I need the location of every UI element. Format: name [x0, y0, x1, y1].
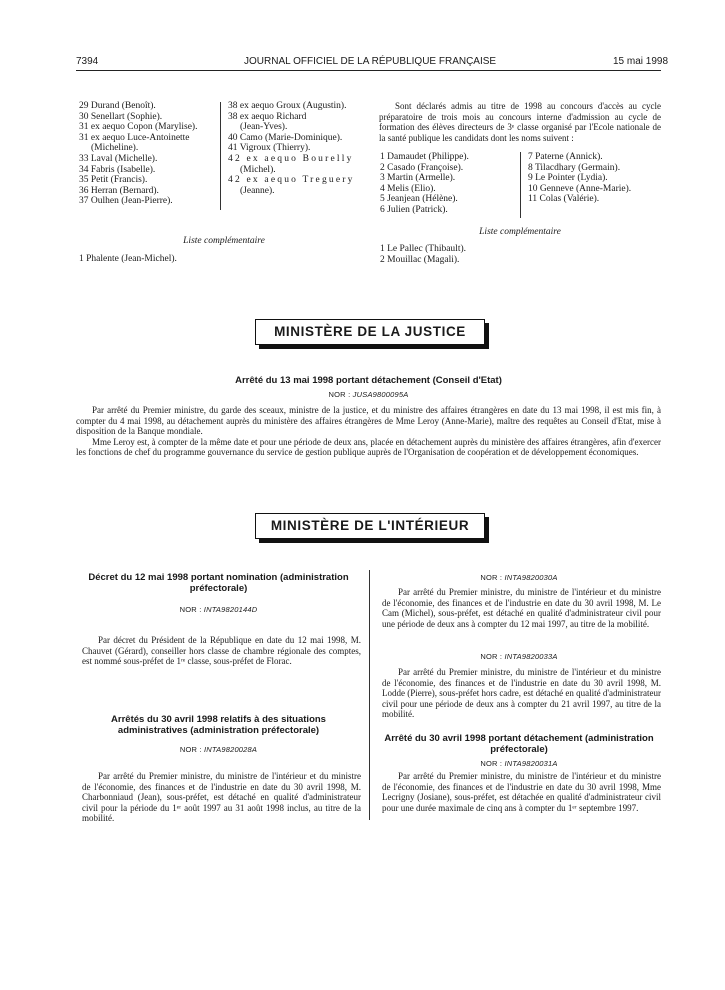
list-item: 35 Petit (Francis). [79, 175, 148, 186]
column-rule [520, 152, 521, 218]
right1-body [382, 587, 661, 629]
nor-label: NOR : [179, 745, 202, 754]
list-item: 7 Paterne (Annick). [528, 152, 603, 162]
nor-label: NOR : [179, 605, 202, 614]
concours-intro [379, 101, 661, 143]
right1-nor [377, 573, 661, 582]
list-item: 30 Senellart (Sophie). [79, 111, 163, 122]
nor-label: NOR : [480, 652, 503, 661]
list-item: (Jean-Yves). [240, 122, 288, 133]
ministry-heading-interieur: MINISTÈRE DE L'INTÉRIEUR [255, 513, 485, 539]
list-item: 4 Melis (Elio). [380, 183, 436, 194]
list-item: 38 ex aequo Groux (Augustin). [228, 101, 347, 111]
list-d [528, 152, 661, 205]
paragraph: Par arrêté du Premier ministre, du garde des sceaux, ministre de la justice, et du ministre des affaires étrangères en date du 13 mai 1998, il est mis fin, à compter du 4 mai 1998, au détachement auprès du ministère des affaires étrangères de Mme Leroy (Anne-Marie), maître des requêtes au Conseil d'Etat, mise à disposition de la Banque mondiale. [76, 405, 661, 437]
right-complementaire-list [380, 244, 466, 265]
justice-body [76, 405, 661, 458]
list-item: 29 Durand (Benoît). [79, 101, 156, 111]
journal-title: JOURNAL OFFICIEL DE LA RÉPUBLIQUE FRANÇAISE [244, 56, 497, 67]
paragraph: Mme Leroy est, à compter de la même date et pour une période de deux ans, placée en détachement auprès du ministère des affaires étrangères, afin d'exercer les fonctions de chef du programme gouvernance du service de gestion publique auprès de l'Organisation de coopération et de développement économiques. [76, 436, 661, 458]
nor-label: NOR : [480, 759, 503, 768]
issue-date: 15 mai 1998 [613, 56, 669, 67]
nor-code: INTA9820033A [504, 652, 558, 661]
concours-intro-text: Sont déclarés admis au titre de 1998 au concours d'accès au cycle préparatoire de trois mois au concours interne d'admission au cycle de formation des élèves directeurs de 3ᵉ classe organisé par l'Ecole nationale de la santé publique les candidats dont les noms suivent : [379, 101, 661, 143]
nor-code: INTA9820028A [204, 745, 258, 754]
list-item: (Michel). [240, 164, 276, 175]
list-item: 6 Julien (Patrick). [380, 204, 448, 215]
list-item: 11 Colas (Valérie). [528, 194, 600, 205]
list-a [79, 101, 219, 207]
list-item: (Jeanne). [240, 185, 275, 196]
arretes-title: Arrêtés du 30 avril 1998 relatifs à des situations administratives (administration préfectorale) [111, 714, 326, 736]
paragraph: Par arrêté du Premier ministre, du ministre de l'intérieur et du ministre de l'économie, des finances et de l'industrie en date du 30 avril 1998, M. Le Cam (Michel), sous-préfet, est détaché en qualité d'administrateur civil pour une période de deux ans à compter du 12 mai 1997, au titre de la mobilité. [382, 587, 661, 629]
list-item: 8 Tilacdhary (Germain). [528, 162, 621, 173]
arretes-body [82, 771, 361, 824]
paragraph: Par arrêté du Premier ministre, du ministre de l'intérieur et du ministre de l'économie, des finances et de l'industrie en date du 30 avril 1998, M. Lodde (Pierre), sous-préfet hors cadre, est détaché en qualité d'administrateur civil pour une période de deux ans à compter du 21 avril 1997, au titre de la mobilité. [382, 667, 661, 720]
right3-nor [377, 759, 661, 768]
justice-nor [76, 390, 661, 399]
list-item: 40 Camo (Marie-Dominique). [228, 132, 343, 143]
list-item: 2 Mouillac (Magali). [380, 254, 460, 265]
right3-title: Arrêté du 30 avril 1998 portant détachement (administration préfectorale) [384, 733, 654, 755]
paragraph: Par arrêté du Premier ministre, du ministre de l'intérieur et du ministre de l'économie, des finances et de l'industrie en date du 30 avril 1998, Mme Lecrigny (Josiane), sous-préfet, est détachée en qualité d'administrateur civil pour une durée maximale de cinq ans à compter du 1ᵉʳ septembre 1997. [382, 771, 661, 813]
nor-label: NOR : [480, 573, 503, 582]
list-item: 10 Genneve (Anne-Marie). [528, 183, 632, 194]
arretes-nor [76, 745, 361, 754]
list-item: 42 ex aequo Bourelly [228, 153, 354, 164]
list-c [380, 152, 520, 216]
list-b [228, 101, 366, 196]
nor-code: INTA9820030A [504, 573, 558, 582]
list-item: 37 Oulhen (Jean-Pierre). [79, 196, 173, 207]
nor-code: INTA9820144D [203, 605, 258, 614]
list-item: 5 Jeanjean (Hélène). [380, 194, 458, 205]
ministry-heading-justice: MINISTÈRE DE LA JUSTICE [255, 319, 485, 345]
list-item: (Micheline). [91, 143, 139, 154]
right2-nor [377, 652, 661, 661]
list-item: 31 ex aequo Luce-Antoinette [79, 132, 190, 143]
list-item: 31 ex aequo Copon (Marylise). [79, 122, 198, 133]
nor-code: INTA9820031A [504, 759, 558, 768]
nor-code: JUSA9800095A [352, 390, 409, 399]
list-item: 9 Le Pointer (Lydia). [528, 173, 608, 184]
list-item: 38 ex aequo Richard [228, 111, 307, 122]
decret-title: Décret du 12 mai 1998 portant nomination (administration préfectorale) [88, 572, 349, 594]
column-rule [369, 570, 370, 820]
list-item: 1 Damaudet (Philippe). [380, 152, 469, 162]
decret-nor [76, 605, 361, 614]
justice-arrete-title: Arrêté du 13 mai 1998 portant détachement (Conseil d'Etat) [235, 375, 502, 386]
header-rule [76, 70, 661, 71]
right-complementaire-heading: Liste complémentaire [479, 227, 561, 237]
left-complementaire-heading: Liste complémentaire [183, 236, 265, 246]
paragraph: Par décret du Président de la République en date du 12 mai 1998, M. Chauvet (Gérard), conseiller hors classe de chambre régionale des comptes, est nommé sous-préfet de 1ʳᵉ classe, sous-préfet de Florac. [82, 635, 361, 667]
list-item: 33 Laval (Michelle). [79, 153, 158, 164]
list-item: 36 Herran (Bernard). [79, 185, 159, 196]
list-item: 2 Casado (Françoise). [380, 162, 464, 173]
right3-body [382, 771, 661, 813]
list-item: 42 ex aequo Treguery [228, 175, 355, 186]
column-rule [220, 102, 221, 210]
list-item: 3 Martin (Armelle). [380, 173, 456, 184]
right2-body [382, 667, 661, 720]
list-item: 41 Vigroux (Thierry). [228, 143, 311, 154]
decret-body [82, 635, 361, 667]
page-number: 7394 [76, 56, 99, 67]
paragraph: Par arrêté du Premier ministre, du ministre de l'intérieur et du ministre de l'économie, des finances et de l'industrie en date du 30 avril 1998, M. Charbonniaud (Jean), sous-préfet, est détaché en qualité d'administrateur civil pour la période du 1ᵉʳ août 1997 au 31 août 1998 inclus, au titre de la mobilité. [82, 771, 361, 824]
list-item: 34 Fabris (Isabelle). [79, 164, 156, 175]
nor-label: NOR : [328, 390, 351, 399]
left-complementaire-item: 1 Phalente (Jean-Michel). [79, 254, 177, 264]
list-item: 1 Le Pallec (Thibault). [380, 244, 466, 254]
